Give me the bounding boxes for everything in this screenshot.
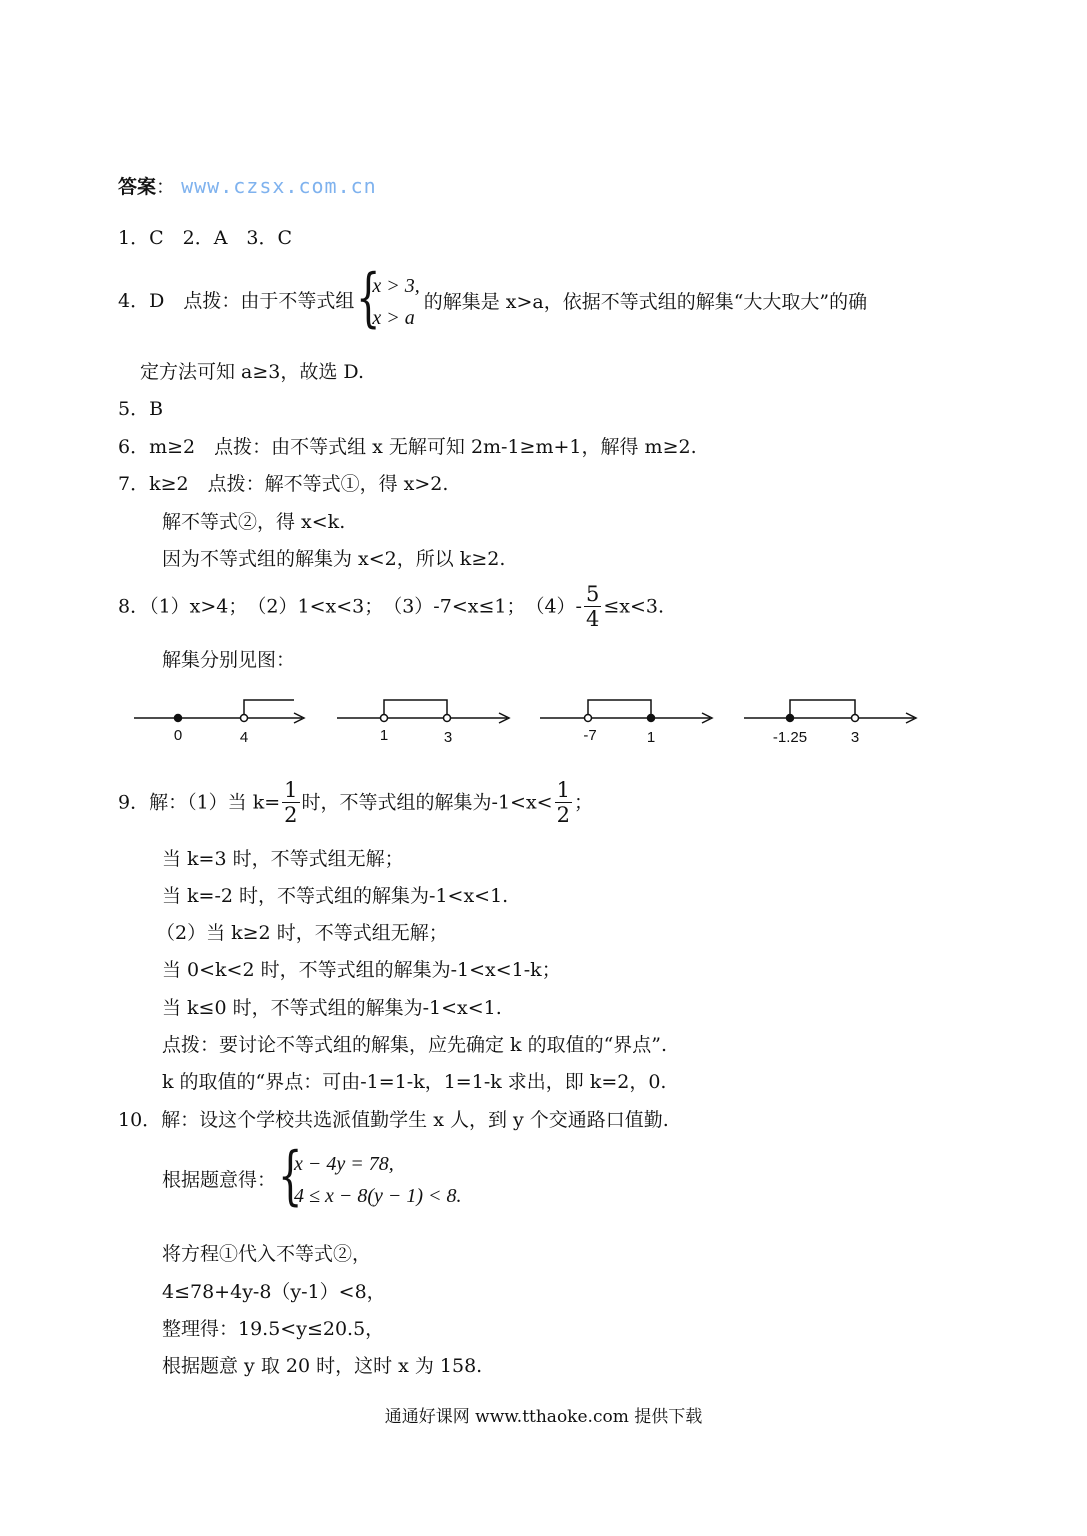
answer-line-7b: 解不等式②，得 x<k. bbox=[162, 511, 346, 533]
system-row: 4 ≤ x − 8(y − 1) < 8. bbox=[294, 1185, 462, 1207]
answer-line-9h: 当 k≤0 时，不等式组的解集为-1<x<1. bbox=[162, 997, 502, 1019]
answer-line-10: 10．解：设这个学校共选派值勤学生 x 人，到 y 个交通路口值勤. bbox=[118, 1109, 669, 1131]
number-line-1 bbox=[134, 700, 304, 723]
answer-line-7: 7．k≥2 点拨：解不等式①，得 x>2. bbox=[118, 473, 449, 495]
answer-line-10f: 根据题意 y 取 20 时，这时 x 为 158. bbox=[162, 1355, 483, 1377]
equation-system-10: { x − 4y = 78, 4 ≤ x − 8(y − 1) < 8. bbox=[278, 1139, 462, 1213]
answer-9-text: 9．解：（1）当 k= bbox=[118, 791, 281, 814]
number-line-2 bbox=[337, 700, 509, 723]
answer-10-text: 根据题意得： bbox=[162, 1169, 277, 1191]
answer-header bbox=[118, 174, 377, 199]
answer-line-9i: 点拨：要讨论不等式组的解集，应先确定 k 的取值的“界点”. bbox=[162, 1034, 668, 1056]
answer-line-9g: 当 0<k<2 时，不等式组的解集为-1<x<1-k； bbox=[162, 959, 561, 981]
tick-label: 1 bbox=[646, 729, 656, 746]
answer-4-continued: 定方法可知 a≥3，故选 D. bbox=[140, 361, 365, 383]
answer-line-9f: （2）当 k≥2 时，不等式组无解； bbox=[156, 922, 448, 944]
answer-line-10b bbox=[162, 1139, 466, 1213]
fraction-denominator: 4 bbox=[585, 607, 600, 631]
answer-9-text-b: 时，不等式组的解集为-1<x< bbox=[301, 791, 553, 814]
answer-line-5: 5．B bbox=[118, 398, 164, 420]
answer-line-8c: 解集分别见图： bbox=[162, 649, 296, 671]
answer-line-6: 6．m≥2 点拨：由不等式组 x 无解可知 2m-1≥m+1，解得 m≥2. bbox=[118, 436, 697, 458]
answer-line-10c: 将方程①代入不等式②， bbox=[162, 1243, 372, 1265]
tick-label: 4 bbox=[239, 729, 249, 746]
answer-line-7c: 因为不等式组的解集为 x<2，所以 k≥2. bbox=[162, 548, 506, 570]
watermark-link[interactable]: www.czsx.com.cn bbox=[181, 174, 377, 198]
tick-label: -1.25 bbox=[772, 729, 808, 746]
fraction-1-2 bbox=[282, 778, 299, 827]
answer-line-10e: 整理得：19.5<y≤20.5， bbox=[162, 1318, 385, 1340]
number-line-3 bbox=[540, 700, 712, 723]
answer-4-text-b: 的解集是 x>a，依据不等式组的解集“大大取大”的确 bbox=[423, 291, 868, 313]
system-row: x − 4y = 78, bbox=[294, 1153, 394, 1175]
answer-label: 答案 bbox=[118, 176, 157, 198]
fraction-1-2-b bbox=[555, 778, 572, 827]
fraction-numerator: 5 bbox=[585, 582, 600, 606]
fraction-denominator: 2 bbox=[284, 803, 298, 827]
tick-label: 3 bbox=[850, 729, 860, 746]
fraction-5-4 bbox=[584, 582, 601, 631]
answer-line-1-3: 1．C 2．A 3．C bbox=[118, 227, 293, 249]
system-row: x > 3, bbox=[372, 275, 420, 297]
tick-label: 3 bbox=[443, 729, 453, 746]
answer-line-9d: 当 k=3 时，不等式组无解； bbox=[162, 848, 404, 870]
answer-line-9e: 当 k=-2 时，不等式组的解集为-1<x<1. bbox=[162, 885, 509, 907]
inequality-system-4: { x > 3, x > a bbox=[356, 261, 420, 335]
answer-line-10d: 4≤78+4y-8（y-1）<8， bbox=[162, 1281, 386, 1303]
answer-line-8 bbox=[118, 582, 664, 631]
tick-label: -7 bbox=[583, 727, 597, 744]
answer-8-text: 8．（1）x>4； （2）1<x<3； （3）-7<x≤1； （4）- bbox=[118, 595, 582, 618]
system-row: x > a bbox=[372, 307, 415, 329]
tick-label: 1 bbox=[379, 727, 389, 744]
number-line-diagrams bbox=[130, 690, 930, 750]
answer-line-9 bbox=[118, 778, 593, 827]
number-line-4 bbox=[744, 700, 916, 723]
answer-4-text: 4．D 点拨：由于不等式组 bbox=[118, 290, 355, 312]
answer-9-text-c: ； bbox=[573, 791, 593, 814]
fraction-denominator: 2 bbox=[556, 803, 570, 827]
answer-line-4 bbox=[118, 261, 868, 335]
tick-label: 0 bbox=[173, 727, 183, 744]
answer-8-text-b: ≤x<3. bbox=[603, 595, 665, 618]
answer-colon: ： bbox=[156, 176, 176, 198]
answer-line-9j: k 的取值的“界点：可由-1=1-k，1=1-k 求出，即 k=2，0. bbox=[162, 1071, 667, 1093]
fraction-numerator: 1 bbox=[284, 778, 298, 802]
fraction-numerator: 1 bbox=[556, 778, 570, 802]
page-footer: 通通好课网 www.tthaoke.com 提供下载 bbox=[384, 1407, 703, 1427]
